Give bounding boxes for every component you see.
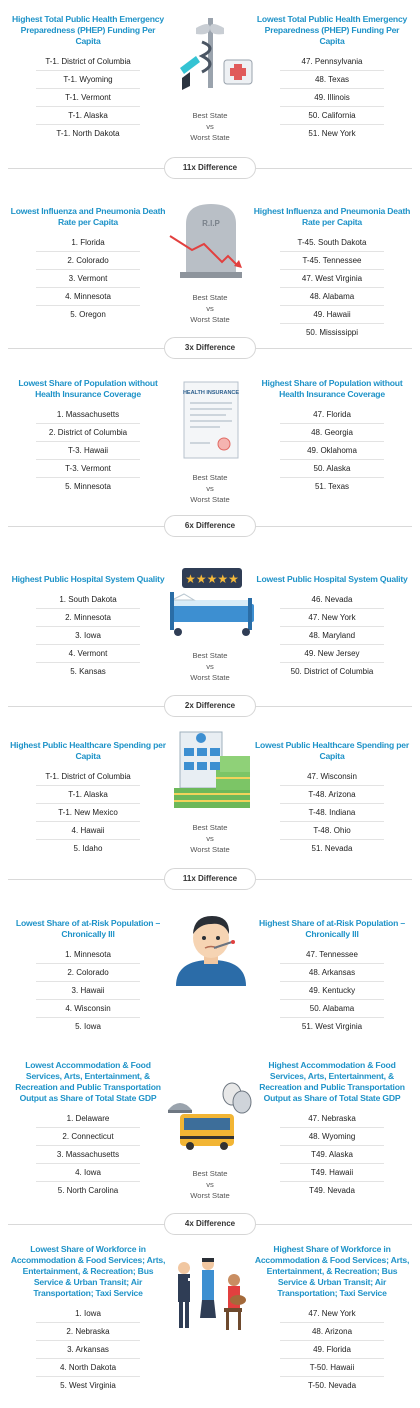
list-item: T-3. Hawaii	[8, 442, 168, 460]
list-item: 2. Colorado	[8, 964, 168, 982]
worst-column	[252, 206, 412, 342]
list-item: 48. Wyoming	[252, 1128, 412, 1146]
best-state-label: Best State	[192, 473, 228, 482]
list-item: T49. Hawaii	[252, 1164, 412, 1182]
vs-label: vs	[206, 484, 214, 493]
list-item: 47. New York	[252, 1305, 412, 1323]
best-list	[8, 946, 168, 1036]
list-item: T-48. Arizona	[252, 786, 412, 804]
worst-title: Highest Influenza and Pneumonia Death Rate per Capita	[253, 206, 411, 227]
best-vs-worst-label	[170, 292, 250, 325]
difference-badge: 11x Difference	[164, 868, 256, 890]
worst-state-label: Worst State	[190, 133, 230, 142]
best-list	[8, 1110, 168, 1200]
list-item: 51. Nevada	[311, 844, 353, 853]
vs-label: vs	[206, 834, 214, 843]
vs-label: vs	[206, 662, 214, 671]
tombstone-icon	[166, 196, 256, 278]
list-item: 50. Alaska	[252, 460, 412, 478]
list-item: 2. Colorado	[8, 252, 168, 270]
vs-label: vs	[206, 122, 214, 131]
list-item: 2. Minnesota	[8, 609, 168, 627]
best-state-label: Best State	[192, 293, 228, 302]
list-item: T-45. Tennessee	[252, 252, 412, 270]
best-list	[8, 53, 168, 143]
worst-column	[252, 574, 412, 681]
list-item: T-1. District of Columbia	[8, 768, 168, 786]
list-item: 51. West Virginia	[301, 1022, 363, 1031]
list-item: T-48. Ohio	[252, 822, 412, 840]
list-item: 49. Illinois	[252, 89, 412, 107]
difference-badge: 4x Difference	[164, 1213, 256, 1235]
list-item: 1. Iowa	[8, 1305, 168, 1323]
worst-title: Highest Share of Population without Health Insurance Coverage	[261, 378, 403, 399]
sick-person-icon	[166, 910, 256, 986]
list-item: 49. Kentucky	[252, 982, 412, 1000]
best-vs-worst-label	[170, 472, 250, 505]
worst-list	[252, 591, 412, 681]
list-item: 5. Kansas	[70, 667, 106, 676]
hospital-bed-icon	[166, 564, 256, 640]
list-item: 48. Alabama	[252, 288, 412, 306]
best-vs-worst-label	[170, 1168, 250, 1201]
best-state-label: Best State	[192, 651, 228, 660]
list-item: 48. Arizona	[252, 1323, 412, 1341]
worst-list	[252, 53, 412, 143]
list-item: 4. Vermont	[8, 645, 168, 663]
list-item: 51. New York	[308, 129, 356, 138]
best-title: Highest Public Hospital System Quality	[11, 574, 165, 584]
best-list	[8, 1305, 168, 1395]
list-item: 5. Oregon	[70, 310, 106, 319]
best-list	[8, 234, 168, 324]
list-item: 51. Texas	[314, 482, 350, 491]
worst-state-label: Worst State	[190, 1191, 230, 1200]
list-item: 5. Iowa	[75, 1022, 101, 1031]
list-item: T-50. Hawaii	[252, 1359, 412, 1377]
worst-title: Lowest Public Healthcare Spending per Capita	[254, 740, 409, 761]
vs-label: vs	[206, 304, 214, 313]
list-item: T-1. Vermont	[8, 89, 168, 107]
best-vs-worst-label	[170, 650, 250, 683]
best-column	[8, 1244, 168, 1395]
list-item: T-1. Alaska	[8, 107, 168, 125]
worst-column	[252, 1244, 412, 1395]
list-item: 2. Nebraska	[8, 1323, 168, 1341]
worst-title: Lowest Total Public Health Emergency Preparedness (PHEP) Funding Per Capita	[256, 14, 408, 46]
worst-title: Lowest Public Hospital System Quality	[256, 574, 408, 584]
difference-badge: 11x Difference	[164, 157, 256, 179]
worst-column	[252, 14, 412, 143]
best-title: Lowest Influenza and Pneumonia Death Rate per Capita	[10, 206, 166, 227]
list-item: 2. District of Columbia	[8, 424, 168, 442]
list-item: T-1. Wyoming	[8, 71, 168, 89]
vs-label: vs	[206, 1180, 214, 1189]
best-column	[8, 14, 168, 143]
worst-list	[252, 1110, 412, 1200]
list-item: 4. Wisconsin	[8, 1000, 168, 1018]
list-item: T-48. Indiana	[252, 804, 412, 822]
worst-list	[252, 1305, 412, 1395]
best-state-label: Best State	[192, 111, 228, 120]
list-item: 49. Oklahoma	[252, 442, 412, 460]
list-item: 4. Iowa	[8, 1164, 168, 1182]
worst-title: Highest Share of Workforce in Accommodation & Food Services; Arts, Entertainment, & Recreation; Bus Service & Urban Transit; Air Transportation; Taxi Service	[254, 1244, 410, 1298]
worst-list	[252, 406, 412, 496]
bus-and-masks-icon	[166, 1080, 256, 1150]
worst-state-label: Worst State	[190, 495, 230, 504]
best-state-label: Best State	[192, 1169, 228, 1178]
worst-list	[252, 234, 412, 342]
list-item: 3. Iowa	[8, 627, 168, 645]
list-item: 3. Arkansas	[8, 1341, 168, 1359]
list-item: 4. North Dakota	[8, 1359, 168, 1377]
best-vs-worst-label	[170, 110, 250, 143]
list-item: 48. Arkansas	[252, 964, 412, 982]
service-workers-icon	[166, 1246, 256, 1336]
list-item: T49. Alaska	[252, 1146, 412, 1164]
worst-column	[252, 918, 412, 1036]
list-item: 48. Texas	[252, 71, 412, 89]
list-item: 50. California	[252, 107, 412, 125]
worst-state-label: Worst State	[190, 673, 230, 682]
medical-caduceus-icon	[166, 8, 256, 100]
list-item: 48. Georgia	[252, 424, 412, 442]
list-item: 46. Nevada	[252, 591, 412, 609]
list-item: 5. Idaho	[73, 844, 103, 853]
list-item: 47. West Virginia	[252, 270, 412, 288]
best-title: Lowest Accommodation & Food Services, Arts, Entertainment, & Recreation and Public Transportation Output as Share of Total State GDP	[15, 1060, 161, 1103]
worst-column	[252, 740, 412, 858]
best-title: Lowest Share of Workforce in Accommodation & Food Services; Arts, Entertainment, & Recreation; Bus Service & Urban Transit; Air Transportation; Taxi Service	[10, 1244, 166, 1298]
list-item: T-1. District of Columbia	[8, 53, 168, 71]
list-item: 47. Wisconsin	[252, 768, 412, 786]
best-list	[8, 406, 168, 496]
list-item: 4. Minnesota	[8, 288, 168, 306]
worst-list	[252, 768, 412, 858]
list-item: 3. Hawaii	[8, 982, 168, 1000]
list-item: 4. Hawaii	[8, 822, 168, 840]
list-item: 48. Maryland	[252, 627, 412, 645]
list-item: 47. Florida	[252, 406, 412, 424]
best-column	[8, 1060, 168, 1200]
best-column	[8, 206, 168, 324]
best-list	[8, 768, 168, 858]
list-item: 47. Tennessee	[252, 946, 412, 964]
worst-title: Highest Accommodation & Food Services, Arts, Entertainment, & Recreation and Public Transportation Output as Share of Total State GDP	[259, 1060, 405, 1103]
best-title: Lowest Share of Population without Health Insurance Coverage	[18, 378, 158, 399]
list-item: T-1. North Dakota	[56, 129, 120, 138]
list-item: 5. North Carolina	[57, 1186, 119, 1195]
list-item: 49. Florida	[252, 1341, 412, 1359]
tombstone-text: R.I.P	[202, 219, 220, 228]
best-column	[8, 574, 168, 681]
list-item: 5. West Virginia	[60, 1381, 116, 1390]
list-item: 50. Alabama	[252, 1000, 412, 1018]
hospital-money-icon	[166, 726, 256, 810]
list-item: 50. Mississippi	[305, 328, 358, 337]
list-item: T-3. Vermont	[8, 460, 168, 478]
worst-title: Highest Share of at-Risk Population – Chronically Ill	[259, 918, 405, 939]
worst-column	[252, 1060, 412, 1200]
list-item: 5. Minnesota	[65, 482, 111, 491]
best-title: Lowest Share of at-Risk Population – Chronically Ill	[15, 918, 161, 939]
best-list	[8, 591, 168, 681]
worst-column	[252, 378, 412, 496]
worst-state-label: Worst State	[190, 845, 230, 854]
worst-state-label: Worst State	[190, 315, 230, 324]
list-item: 47. Nebraska	[252, 1110, 412, 1128]
best-column	[8, 378, 168, 496]
rating-stars: ★★★★★	[185, 572, 239, 586]
list-item: 3. Massachusetts	[8, 1146, 168, 1164]
best-state-label: Best State	[192, 823, 228, 832]
list-item: T-1. Alaska	[8, 786, 168, 804]
health-insurance-document-icon	[166, 380, 256, 460]
list-item: 47. New York	[252, 609, 412, 627]
list-item: 49. Hawaii	[252, 306, 412, 324]
list-item: T-1. New Mexico	[8, 804, 168, 822]
best-title: Highest Total Public Health Emergency Preparedness (PHEP) Funding Per Capita	[12, 14, 164, 46]
list-item: 1. Florida	[8, 234, 168, 252]
list-item: 3. Vermont	[8, 270, 168, 288]
list-item: 1. South Dakota	[8, 591, 168, 609]
best-title: Highest Public Healthcare Spending per Capita	[10, 740, 166, 761]
difference-badge: 2x Difference	[164, 695, 256, 717]
list-item: 1. Minnesota	[8, 946, 168, 964]
best-vs-worst-label	[170, 822, 250, 855]
list-item: 49. New Jersey	[252, 645, 412, 663]
list-item: T-45. South Dakota	[252, 234, 412, 252]
difference-badge: 6x Difference	[164, 515, 256, 537]
best-column	[8, 918, 168, 1036]
best-column	[8, 740, 168, 858]
list-item: 1. Massachusetts	[8, 406, 168, 424]
list-item: 50. District of Columbia	[290, 667, 374, 676]
list-item: T49. Nevada	[309, 1186, 355, 1195]
list-item: 2. Connecticut	[8, 1128, 168, 1146]
list-item: 1. Delaware	[8, 1110, 168, 1128]
list-item: T-50. Nevada	[307, 1381, 357, 1390]
difference-badge: 3x Difference	[164, 337, 256, 359]
list-item: 47. Pennsylvania	[252, 53, 412, 71]
insurance-card-text: HEALTH INSURANCE	[182, 390, 240, 396]
worst-list	[252, 946, 412, 1036]
